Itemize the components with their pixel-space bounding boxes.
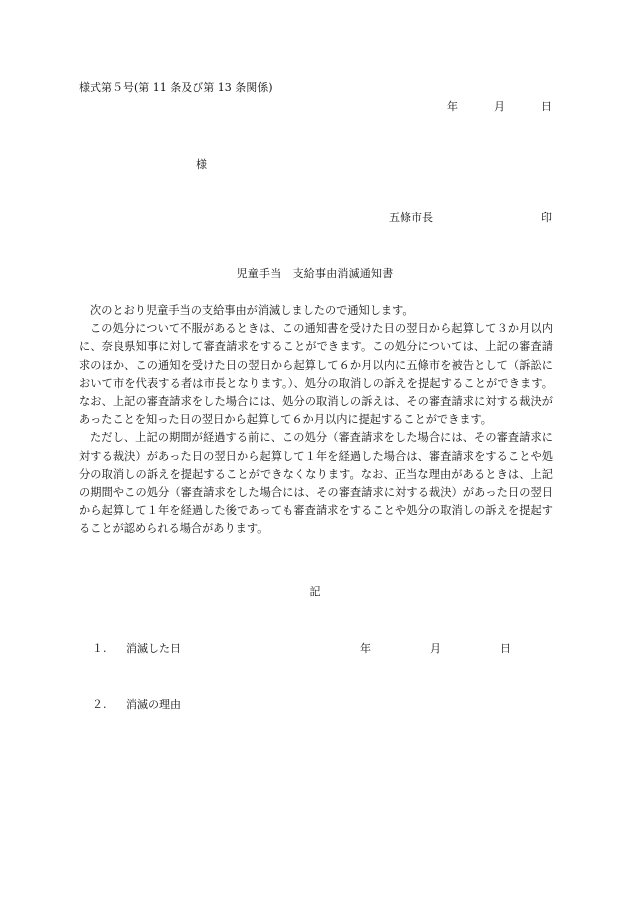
paragraph-appeal: この処分について不服があるときは、この通知書を受けた日の翌日から起算して３か月以内に、奈良県知事に対して審査請求をすることができます。この処分については、上記の審査請求のほか、この通知を受けた日の翌日から起算して６か月以内に五條市を被告として（訴訟において市を代表する者は市長となります。）、処分の取消しの訴えを提起することができます。なお、上記の審査請求をした場合には、処分の取消しの訴えは、その審査請求に対する裁決があったことを知った日の翌日から起算して６か月以内に提起することができます。	[79, 322, 553, 427]
paragraph-proviso: ただし、上記の期間が経過する前に、この処分（審査請求をした場合には、その審査請求に対する裁決）があった日の翌日から起算して１年を経過した場合は、審査請求をすることや処分の取消しの訴えを提起することができなくなります。なお、正当な理由があるときは、上記の期間やこの処分（審査請求をした場合には、その審査請求に対する裁決）があった日の翌日から起算して１年を経過した後であっても審査請求をすることや処分の取消しの訴えを提起することが認められる場合があります。	[79, 431, 553, 536]
form-id: 様式第５号(第 11 条及び第 13 条関係)	[79, 81, 273, 94]
item-number: ２.	[92, 698, 107, 711]
issue-date-month: 月	[494, 100, 505, 113]
item-date-month: 月	[430, 642, 441, 655]
item-extinction-date	[0, 640, 630, 654]
sender-title: 五條市長	[389, 211, 433, 224]
item-date-day: 日	[500, 642, 511, 655]
paragraph-intro: 次のとおり児童手当の支給事由が消滅しましたので通知します。	[90, 304, 414, 317]
ki-heading: 記	[309, 585, 321, 598]
document-title: 児童手当 支給事由消滅通知書	[236, 267, 394, 280]
issue-date-year: 年	[447, 100, 458, 113]
body-text	[79, 302, 553, 539]
item-label: 消滅した日	[126, 642, 181, 655]
seal-mark: 印	[541, 211, 552, 224]
item-number: １.	[92, 642, 107, 655]
item-date-year: 年	[360, 642, 371, 655]
addressee-honorific: 様	[196, 158, 207, 171]
item-extinction-reason	[0, 696, 630, 710]
issue-date-day: 日	[541, 100, 552, 113]
item-label: 消滅の理由	[126, 698, 181, 711]
